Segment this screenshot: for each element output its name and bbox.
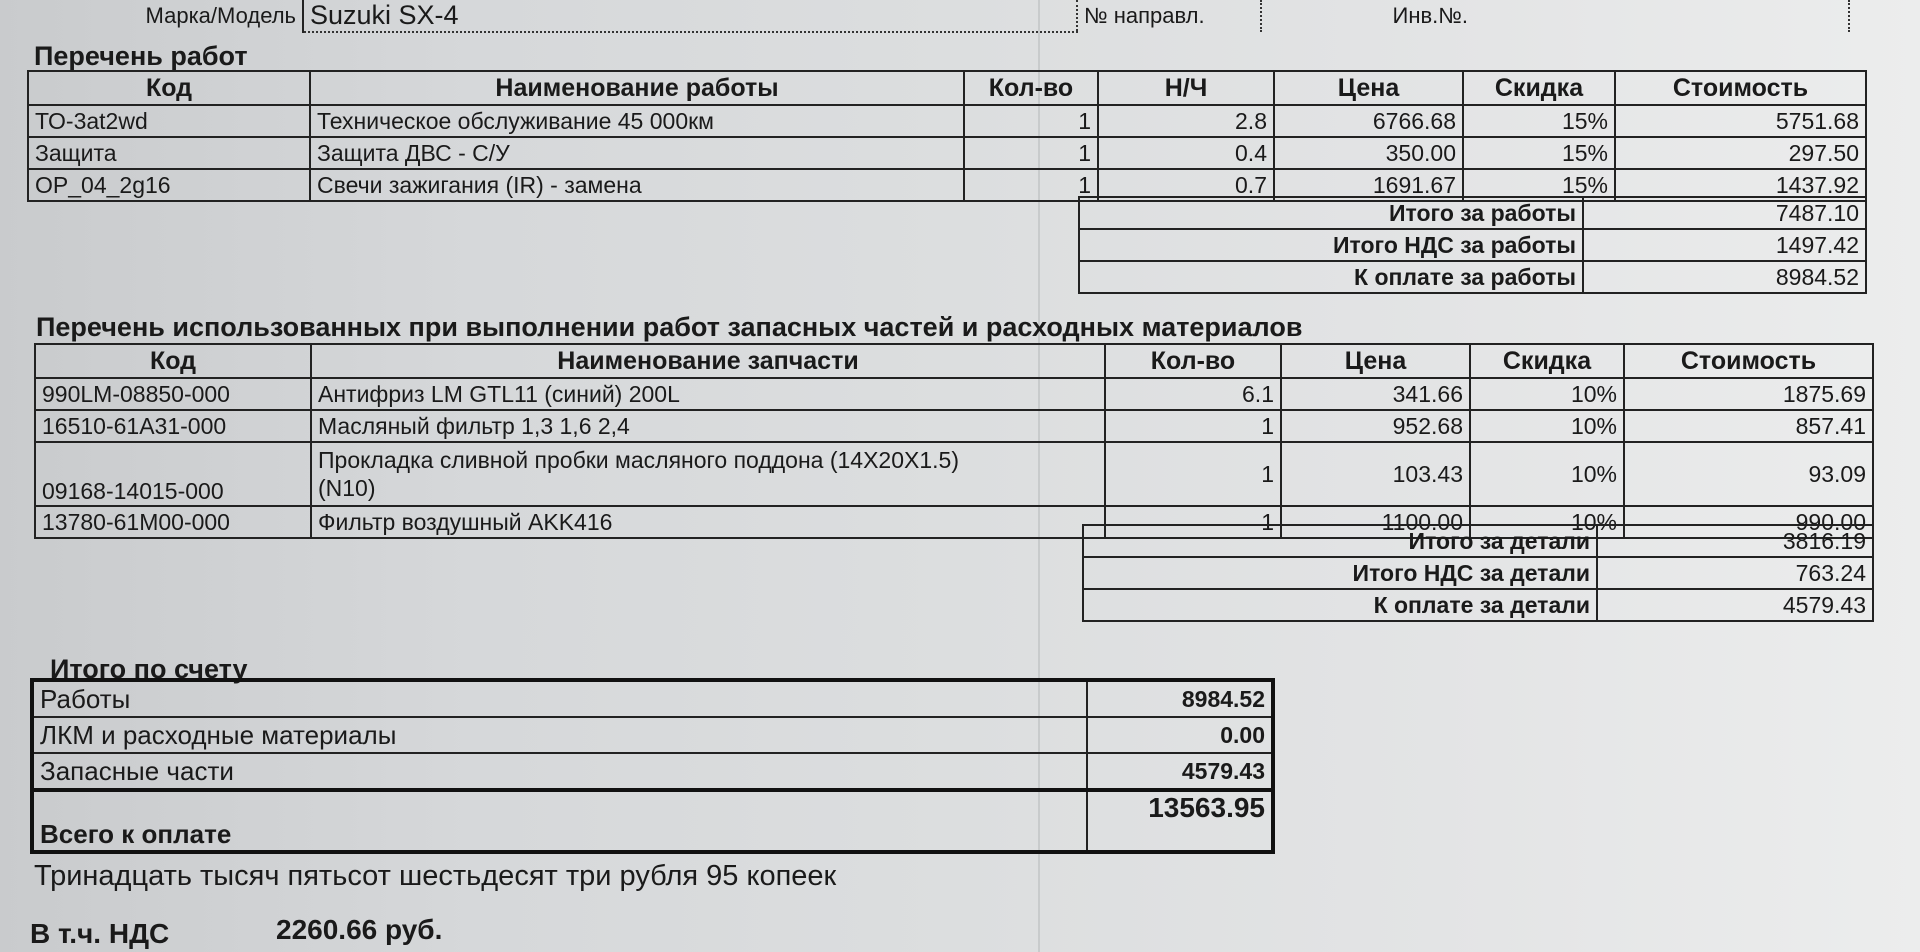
part-name	[311, 442, 1105, 506]
model-value: Suzuki SX-4	[303, 0, 1077, 32]
part-cost: 990.00	[1624, 506, 1873, 538]
part-cost: 1875.69	[1624, 378, 1873, 410]
part-price: 341.66	[1281, 378, 1470, 410]
part-price: 1100.00	[1281, 506, 1470, 538]
table-row	[35, 410, 1873, 442]
works-payable-value: 8984.52	[1583, 261, 1866, 293]
work-price: 350.00	[1274, 137, 1463, 169]
works-col-price: Цена	[1274, 71, 1463, 105]
part-code: 13780-61M00-000	[35, 506, 311, 538]
parts-col-price: Цена	[1281, 344, 1470, 378]
works-payable-label: К оплате за работы	[1079, 261, 1583, 293]
part-name-line1: Прокладка сливной пробки масляного поддона (14X20X1.5)	[318, 447, 959, 473]
part-code: 16510-61A31-000	[35, 410, 311, 442]
summary-title: Итого по счету	[50, 654, 248, 684]
work-hours: 0.4	[1098, 137, 1274, 169]
table-row	[35, 378, 1873, 410]
table-row	[32, 680, 1273, 717]
parts-vat-value: 763.24	[1597, 557, 1873, 589]
part-name: Фильтр воздушный AKK416	[311, 506, 1105, 538]
summary-parts-value: 4579.43	[1087, 753, 1273, 790]
part-price: 952.68	[1281, 410, 1470, 442]
table-row	[28, 105, 1866, 137]
parts-totals	[1082, 524, 1874, 622]
table-row	[1083, 525, 1873, 557]
works-total-value: 7487.10	[1583, 197, 1866, 229]
parts-total-label: Итого за детали	[1083, 525, 1597, 557]
direction-label: № направл.	[1077, 0, 1261, 32]
part-qty: 1	[1105, 506, 1281, 538]
works-vat-value: 1497.42	[1583, 229, 1866, 261]
work-cost: 1437.92	[1615, 169, 1866, 201]
parts-payable-label: К оплате за детали	[1083, 589, 1597, 621]
work-hours: 0.7	[1098, 169, 1274, 201]
summary-works-value: 8984.52	[1087, 680, 1273, 717]
work-price: 1691.67	[1274, 169, 1463, 201]
works-totals	[1078, 196, 1867, 294]
part-qty: 6.1	[1105, 378, 1281, 410]
part-cost: 857.41	[1624, 410, 1873, 442]
works-col-hours: Н/Ч	[1098, 71, 1274, 105]
part-code: 990LM-08850-000	[35, 378, 311, 410]
work-name: Защита ДВС - С/У	[310, 137, 964, 169]
part-discount: 10%	[1470, 442, 1624, 506]
inventory-value	[1508, 0, 1849, 32]
work-hours: 2.8	[1098, 105, 1274, 137]
parts-col-code: Код	[35, 344, 311, 378]
inventory-label: Инв.№.	[1392, 3, 1468, 28]
vat-label: В т.ч. НДС	[30, 918, 170, 949]
part-discount: 10%	[1470, 410, 1624, 442]
parts-title: Перечень использованных при выполнении работ запасных частей и расходных материалов	[36, 312, 1303, 342]
part-discount: 10%	[1470, 506, 1624, 538]
part-cost: 93.09	[1624, 442, 1873, 506]
works-title: Перечень работ	[34, 41, 248, 71]
work-qty: 1	[964, 137, 1098, 169]
model-label: Марка/Модель	[20, 0, 303, 32]
works-col-code: Код	[28, 71, 310, 105]
vat-value: 2260.66 руб.	[276, 914, 443, 945]
table-row	[1083, 589, 1873, 621]
header-strip	[20, 0, 1850, 33]
table-row	[1079, 197, 1866, 229]
work-discount: 15%	[1463, 137, 1615, 169]
works-header-row	[28, 71, 1866, 105]
grand-total-row	[32, 790, 1273, 852]
work-qty: 1	[964, 105, 1098, 137]
works-col-qty: Кол-во	[964, 71, 1098, 105]
table-row	[32, 753, 1273, 790]
summary-works-label: Работы	[32, 680, 1087, 717]
parts-payable-value: 4579.43	[1597, 589, 1873, 621]
part-code: 09168-14015-000	[35, 442, 311, 506]
table-row	[32, 717, 1273, 753]
parts-vat-label: Итого НДС за детали	[1083, 557, 1597, 589]
part-name: Масляный фильтр 1,3 1,6 2,4	[311, 410, 1105, 442]
summary-materials-label: ЛКМ и расходные материалы	[32, 717, 1087, 753]
work-cost: 5751.68	[1615, 105, 1866, 137]
part-discount: 10%	[1470, 378, 1624, 410]
work-cost: 297.50	[1615, 137, 1866, 169]
parts-col-qty: Кол-во	[1105, 344, 1281, 378]
parts-col-cost: Стоимость	[1624, 344, 1873, 378]
summary-table	[30, 678, 1275, 854]
parts-total-value: 3816.19	[1597, 525, 1873, 557]
grand-total-value: 13563.95	[1087, 790, 1273, 852]
table-row	[1083, 557, 1873, 589]
works-total-label: Итого за работы	[1079, 197, 1583, 229]
works-col-cost: Стоимость	[1615, 71, 1866, 105]
table-row	[1079, 229, 1866, 261]
parts-col-name: Наименование запчасти	[311, 344, 1105, 378]
work-name: Свечи зажигания (IR) - замена	[310, 169, 964, 201]
works-col-discount: Скидка	[1463, 71, 1615, 105]
part-name: Антифриз LM GTL11 (синий) 200L	[311, 378, 1105, 410]
works-table	[27, 70, 1867, 202]
summary-parts-label: Запасные части	[32, 753, 1087, 790]
part-qty: 1	[1105, 410, 1281, 442]
summary-materials-value: 0.00	[1087, 717, 1273, 753]
works-vat-label: Итого НДС за работы	[1079, 229, 1583, 261]
work-name: Техническое обслуживание 45 000км	[310, 105, 964, 137]
work-code: Защита	[28, 137, 310, 169]
parts-table	[34, 343, 1874, 539]
works-col-name: Наименование работы	[310, 71, 964, 105]
work-price: 6766.68	[1274, 105, 1463, 137]
table-row	[28, 137, 1866, 169]
work-code: OP_04_2g16	[28, 169, 310, 201]
work-discount: 15%	[1463, 169, 1615, 201]
parts-col-discount: Скидка	[1470, 344, 1624, 378]
grand-total-label: Всего к оплате	[32, 790, 1087, 852]
table-row	[35, 442, 1873, 506]
table-row	[1079, 261, 1866, 293]
work-discount: 15%	[1463, 105, 1615, 137]
amount-in-words: Тринадцать тысяч пятьсот шестьдесят три рубля 95 копеек	[34, 860, 837, 892]
work-qty: 1	[964, 169, 1098, 201]
parts-header-row	[35, 344, 1873, 378]
part-price: 103.43	[1281, 442, 1470, 506]
part-name-line2: (N10)	[318, 475, 376, 501]
part-qty: 1	[1105, 442, 1281, 506]
work-code: ТО-3at2wd	[28, 105, 310, 137]
